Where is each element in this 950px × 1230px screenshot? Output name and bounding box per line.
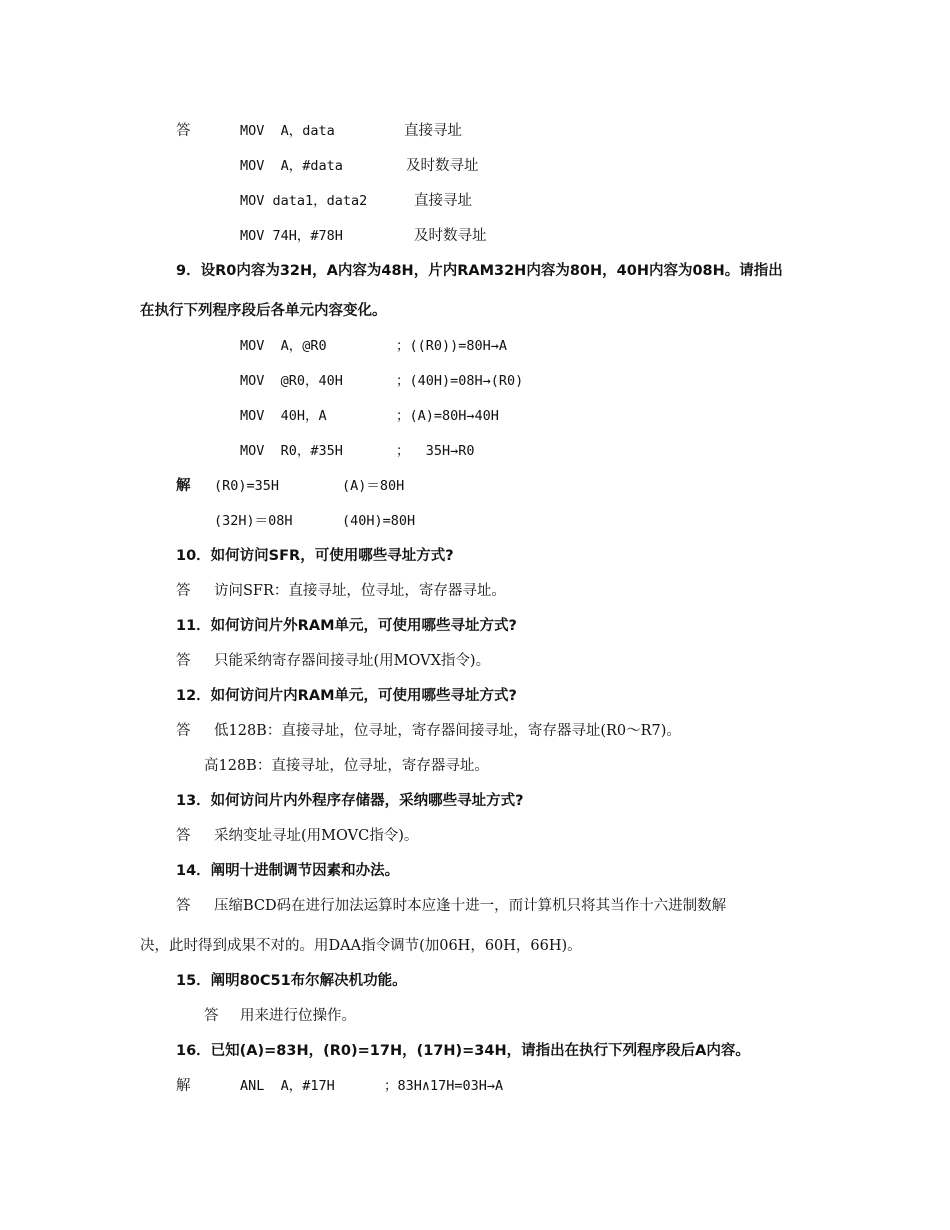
q9-title-line-2: 在执行下列程序段后各单元内容变化。 [140, 303, 387, 319]
q9-row-3-comment: ；(A)=80H→40H [396, 408, 499, 424]
q16-title: 16．已知(A)=83H，(R0)=17H，(17H)=34H，请指出在执行下列程序段后A内容。 [176, 1043, 750, 1059]
q15-title: 15．阐明80C51布尔解决机功能。 [176, 973, 407, 989]
q12-answer-label: 答 [176, 723, 191, 739]
q9-solution-1a: (R0)=35H [214, 478, 280, 494]
q9-row-4-instr: MOV R0，#35H [240, 443, 343, 459]
q14-title: 14．阐明十进制调节因素和办法。 [176, 863, 400, 879]
q16-answer-label: 解 [176, 1078, 191, 1094]
q8-row-1-instr: MOV A，data [240, 123, 335, 139]
q8-row-2-mode: 及时数寻址 [406, 158, 479, 174]
q9-row-1-instr: MOV A，@R0 [240, 338, 327, 354]
q12-answer-line-1: 低128B：直接寻址，位寻址，寄存器间接寻址，寄存器寻址(R0～R7)。 [214, 723, 681, 739]
q13-answer-label: 答 [176, 828, 191, 844]
q11-answer-label: 答 [176, 653, 191, 669]
q9-solution-2a: (32H)＝08H [214, 513, 293, 529]
q16-comment: ；83H∧17H=03H→A [384, 1078, 504, 1094]
q9-row-1-comment: ；((R0))=80H→A [396, 338, 508, 354]
q10-answer: 访问SFR：直接寻址，位寻址，寄存器寻址。 [214, 583, 506, 599]
q8-answer-label: 答 [176, 123, 191, 139]
q10-answer-label: 答 [176, 583, 191, 599]
q12-answer-line-2: 高128B：直接寻址，位寻址，寄存器寻址。 [204, 758, 489, 774]
q13-title: 13．如何访问片内外程序存储器，采纳哪些寻址方式? [176, 793, 524, 809]
q8-row-4-instr: MOV 74H，#78H [240, 228, 343, 244]
q15-answer-label: 答 [204, 1008, 219, 1024]
q8-row-2-instr: MOV A，#data [240, 158, 343, 174]
q10-title: 10．如何访问SFR，可使用哪些寻址方式? [176, 548, 454, 564]
q14-answer-line-1: 压缩BCD码在进行加法运算时本应逢十进一，而计算机只将其当作十六进制数解 [214, 898, 727, 914]
q9-row-2-instr: MOV @R0，40H [240, 373, 343, 389]
q13-answer: 采纳变址寻址(用MOVC指令)。 [214, 828, 419, 844]
q9-solution-label: 解 [176, 478, 191, 494]
q9-row-2-comment: ；(40H)=08H→(R0) [396, 373, 524, 389]
q9-row-4-comment: ； 35H→R0 [396, 443, 475, 459]
q15-answer: 用来进行位操作。 [240, 1008, 356, 1024]
q16-instr: ANL A，#17H [240, 1078, 335, 1094]
q9-solution-2b: (40H)=80H [342, 513, 416, 529]
q14-answer-label: 答 [176, 898, 191, 914]
q12-title: 12．如何访问片内RAM单元，可使用哪些寻址方式? [176, 688, 517, 704]
q11-answer: 只能采纳寄存器间接寻址(用MOVX指令)。 [214, 653, 491, 669]
q8-row-4-mode: 及时数寻址 [414, 228, 487, 244]
q8-row-1-mode: 直接寻址 [404, 123, 462, 139]
q11-title: 11．如何访问片外RAM单元，可使用哪些寻址方式? [176, 618, 517, 634]
q9-solution-1b: (A)＝80H [342, 478, 405, 494]
q9-row-3-instr: MOV 40H，A [240, 408, 327, 424]
q8-row-3-mode: 直接寻址 [414, 193, 472, 209]
q9-title-line-1: 9．设R0内容为32H，A内容为48H，片内RAM32H内容为80H，40H内容为08H。请指出 [176, 263, 783, 279]
q14-answer-line-2: 决，此时得到成果不对的。用DAA指令调节(加06H，60H，66H)。 [140, 938, 582, 954]
q8-row-3-instr: MOV data1，data2 [240, 193, 368, 209]
